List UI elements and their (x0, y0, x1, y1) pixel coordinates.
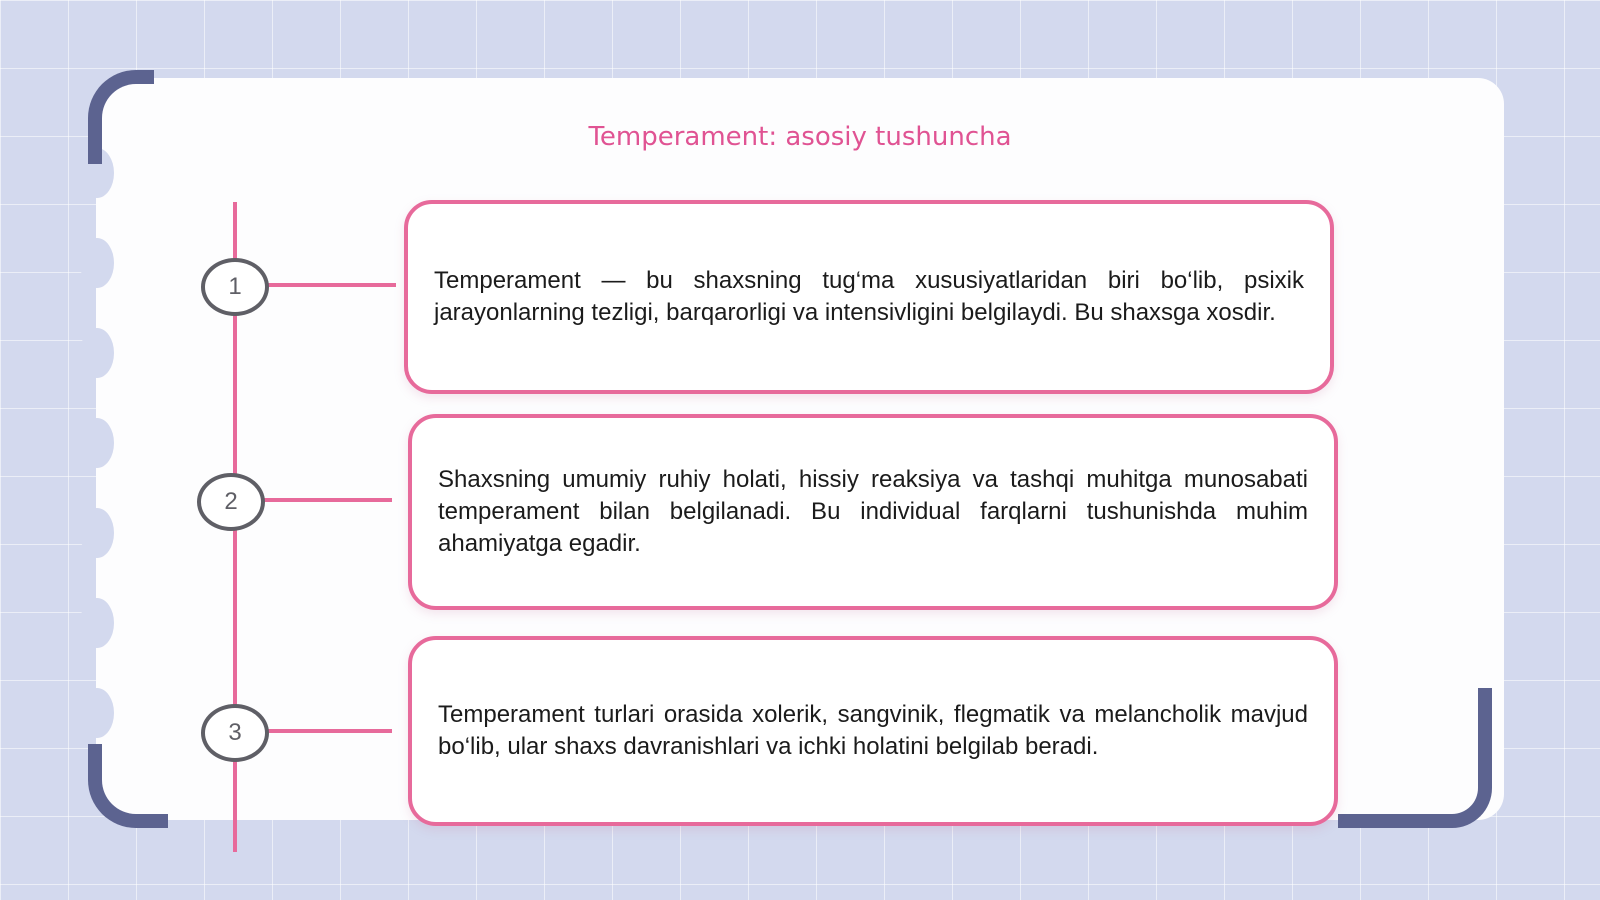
card-text-2: Shaxsning umumiy ruhiy holati, hissiy reaksiya va tashqi muhitga munosabati temperament bilan belgilanadi. Bu individual farqlarni tushunishda muhim ahamiyatga egadir. (438, 466, 1308, 557)
connector-line-3 (268, 729, 392, 733)
card-text-1: Temperament — bu shaxsning tug‘ma xususiyatlaridan biri bo‘lib, psixik jarayonlarning tezligi, barqarorligi va intensivligini belgilaydi. Bu shaxsga xosdir. (434, 267, 1304, 326)
corner-bracket-bottom-right (1338, 688, 1492, 828)
binder-hole (80, 508, 114, 558)
step-number-label: 3 (228, 719, 242, 746)
card-text-3: Temperament turlari orasida xolerik, sangvinik, flegmatik va melancholik mavjud bo‘lib, ular shaxs davranishlari va ichki holatini belgilab beradi. (438, 701, 1308, 760)
binder-hole (80, 598, 114, 648)
binder-hole (80, 238, 114, 288)
slide-title: Temperament: asosiy tushuncha (588, 122, 1012, 152)
corner-bracket-bottom-left (88, 744, 168, 828)
binder-hole (80, 328, 114, 378)
connector-line-2 (264, 498, 392, 502)
content-card-3 (408, 636, 1338, 826)
connector-line-1 (268, 283, 396, 287)
content-card-1 (404, 200, 1334, 394)
step-number-3 (201, 704, 269, 762)
binder-hole (80, 688, 114, 738)
step-number-label: 1 (228, 273, 242, 300)
step-number-2 (197, 473, 265, 531)
binder-hole (80, 418, 114, 468)
step-number-1 (201, 258, 269, 316)
step-number-label: 2 (224, 488, 238, 515)
content-card-2 (408, 414, 1338, 610)
